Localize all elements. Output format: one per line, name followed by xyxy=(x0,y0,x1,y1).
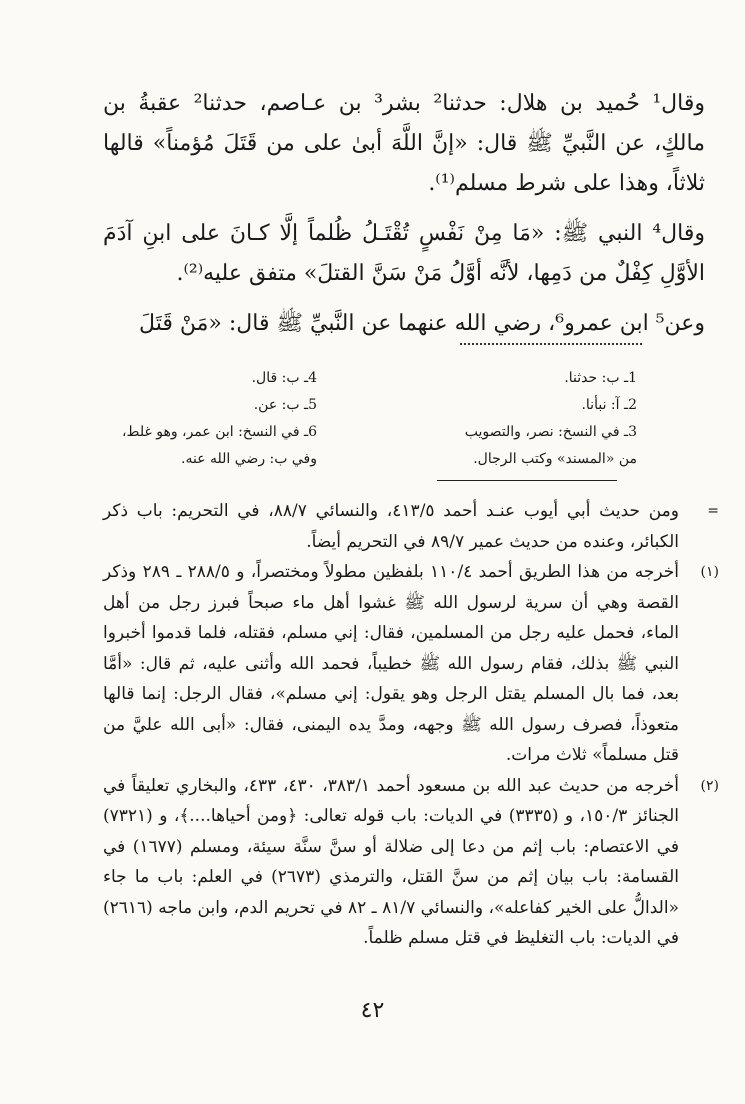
dotted-separator xyxy=(460,343,642,345)
footnote-marker: (٢) xyxy=(700,777,719,794)
footnote-marker: (١) xyxy=(700,564,719,580)
footnote xyxy=(103,496,719,557)
paragraph-1: وقال¹ حُميد بن هلال: حدثنا² بشر³ بن عـاصم، حدثنا² عقبةُ بن مالكٍ، عن النَّبيِّ ﷺ قال: «إنَّ اللَّهَ أبىٰ على من قَتَلَ مُؤمناً» قالها ثلاثاً، وهذا على شرط مسلم⁽¹⁾. xyxy=(103,91,705,196)
page-number: ٤٢ xyxy=(360,998,385,1023)
variant-note: وفي ب: رضي الله عنه. xyxy=(181,451,317,467)
variant-notes-right-column xyxy=(337,365,637,473)
variant-note: 4ـ ب: قال. xyxy=(251,370,317,386)
footnote-marker: = xyxy=(707,503,719,519)
footnote xyxy=(103,557,719,771)
variant-note: 1ـ ب: حدثنا. xyxy=(564,370,637,386)
footnotes xyxy=(103,496,719,954)
variant-note: 6ـ في النسخ: ابن عمر، وهو غلط، xyxy=(122,424,317,440)
variant-note: من «المسند» وكتب الرجال. xyxy=(473,451,637,467)
footnote xyxy=(103,771,719,954)
footnote-text: ومن حديث أبي أيوب عنـد أحمد ٤١٣/٥، والنسائي ٨٨/٧، في التحريم: باب ذكر الكبائر، وعنده من حديث عمير ٨٩/٧ في التحريم أيضاً. xyxy=(103,501,679,552)
footnote-divider xyxy=(437,480,617,481)
variant-notes-left-column xyxy=(0,365,317,473)
main-text xyxy=(103,84,705,354)
variant-note: 2ـ آ: نبأنا. xyxy=(581,397,637,413)
paragraph-3: وعن⁵ ابن عمرو⁶، رضي الله عنهما عن النَّبيِّ ﷺ قال: «مَنْ قَتَلَ xyxy=(139,311,705,336)
footnote-text: أخرجه من هذا الطريق أحمد ١١٠/٤ بلفظين مطولاً ومختصراً، و ٢٨٨/٥ ـ ٢٨٩ وذكر القصة وهي أن سرية لرسول الله ﷺ غشوا أهل ماء صبحاً فبرز رجل من أهل الماء، فحمل عليه رجل من المسلمين، فقال: إني مسلم، فقتله، فلما قدموا أخبروا النبي ﷺ بذلك، فقام رسول الله ﷺ خطيباً، فحمد الله وأثنى عليه، ثم قال: «أمَّا بعد، فما بال المسلم يقتل الرجل وهو يقول: إني مسلم»، فقال الرجل: إنما قالها متعوذاً، فصرف رسول الله ﷺ وجهه، ومدَّ يده اليمنى، فقال: «أبى الله عليَّ من قتل مسلماً» ثلاث مرات. xyxy=(103,562,679,765)
variant-note: 5ـ ب: عن. xyxy=(253,397,317,413)
variant-note: 3ـ في النسخ: نصر، والتصويب xyxy=(464,424,637,440)
footnote-text: أخرجه من حديث عبد الله بن مسعود أحمد ٣٨٣/١، ٤٣٠، ٤٣٣، والبخاري تعليقاً في الجنائز ١٥٠/٣، و (٣٣٣٥) في الديات: باب قوله تعالى: ﴿ومن أحياها....﴾، و (٧٣٢١) في الاعتصام: باب إثم من دعا إلى ضلالة أو سنَّ سنَّة سيئة، ومسلم (١٦٧٧) في القسامة: باب بيان إثم من سنَّ القتل، والترمذي (٢٦٧٣) في العلم: باب ما جاء «الدالُّ على الخير كفاعله»، والنسائي ٨١/٧ ـ ٨٢ في تحريم الدم، وابن ماجه (٢٦١٦) في الديات: باب التغليظ في قتل مسلم ظلماً. xyxy=(103,775,680,948)
paragraph-2: وقال⁴ النبي ﷺ: «مَا مِنْ نَفْسٍ تُقْتَـلُ ظُلماً إلَّا كـانَ على ابنِ آدَمَ الأوَّلِ كِفْلٌ من دَمِها، لأنَّه أوَّلُ مَنْ سَنَّ القتلَ» متفق عليه⁽²⁾. xyxy=(103,221,705,286)
